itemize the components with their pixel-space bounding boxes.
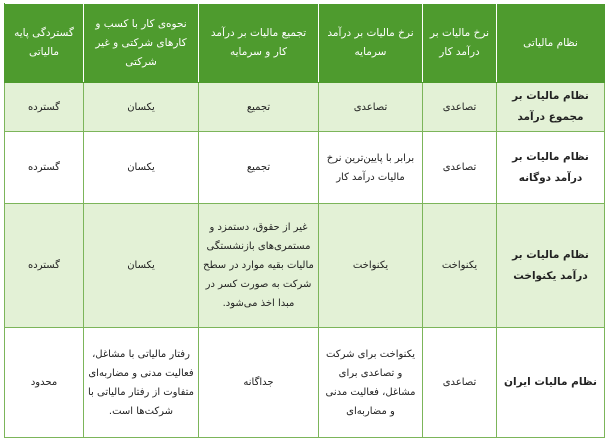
tax-systems-comparison [4,3,604,438]
row-system-name: نظام مالیات بر مجموع درآمد [497,83,605,132]
header-capital-rate: نرخ مالیات بر درآمد سرمایه [319,4,423,83]
cell-capital-rate: یکنواخت برای شرکت و تصاعدی برای مشاغل، فعالیت مدنی و مضاربه‌ای [319,328,423,438]
cell-labor-rate: یکنواخت [423,204,497,328]
cell-labor-rate: تصاعدی [423,83,497,132]
cell-aggregation: تجمیع [199,83,319,132]
cell-base-breadth: گسترده [5,83,84,132]
table-row-iran [5,328,605,438]
table-row-dual-income [5,132,605,204]
row-system-name: نظام مالیات بر درآمد دوگانه [497,132,605,204]
cell-business-treatment: رفتار مالیاتی با مشاغل، فعالیت مدنی و مضاربه‌ای متفاوت از رفتار مالیاتی با شرکت‌ها است. [84,328,199,438]
cell-aggregation: جداگانه [199,328,319,438]
row-system-name: نظام مالیات بر درآمد یکنواخت [497,204,605,328]
cell-capital-rate: برابر با پایین‌ترین نرخ مالیات درآمد کار [319,132,423,204]
cell-labor-rate: تصاعدی [423,132,497,204]
cell-labor-rate: تصاعدی [423,328,497,438]
cell-business-treatment: یکسان [84,83,199,132]
table-row-flat-income [5,204,605,328]
header-system: نظام مالیاتی [497,4,605,83]
cell-business-treatment: یکسان [84,132,199,204]
header-base-breadth: گستردگی پایه مالیاتی [5,4,84,83]
cell-base-breadth: گسترده [5,204,84,328]
cell-business-treatment: یکسان [84,204,199,328]
cell-capital-rate: یکنواخت [319,204,423,328]
cell-aggregation: تجمیع [199,132,319,204]
header-row [5,4,605,83]
comparison-table [4,3,605,438]
cell-base-breadth: گسترده [5,132,84,204]
cell-capital-rate: تصاعدی [319,83,423,132]
header-aggregation: تجمیع مالیات بر درآمد کار و سرمایه [199,4,319,83]
header-business-treatment: نحوه‌ی کار با کسب و کارهای شرکتی و غیر شرکتی [84,4,199,83]
row-system-name: نظام مالیات ایران [497,328,605,438]
table-row-global-income [5,83,605,132]
cell-aggregation: غیر از حقوق، دستمزد و مستمری‌های بازنشستگی مالیات بقیه موارد در سطح شرکت به صورت کسر در مبدا اخذ می‌شود. [199,204,319,328]
cell-base-breadth: محدود [5,328,84,438]
header-labor-rate: نرخ مالیات بر درآمد کار [423,4,497,83]
